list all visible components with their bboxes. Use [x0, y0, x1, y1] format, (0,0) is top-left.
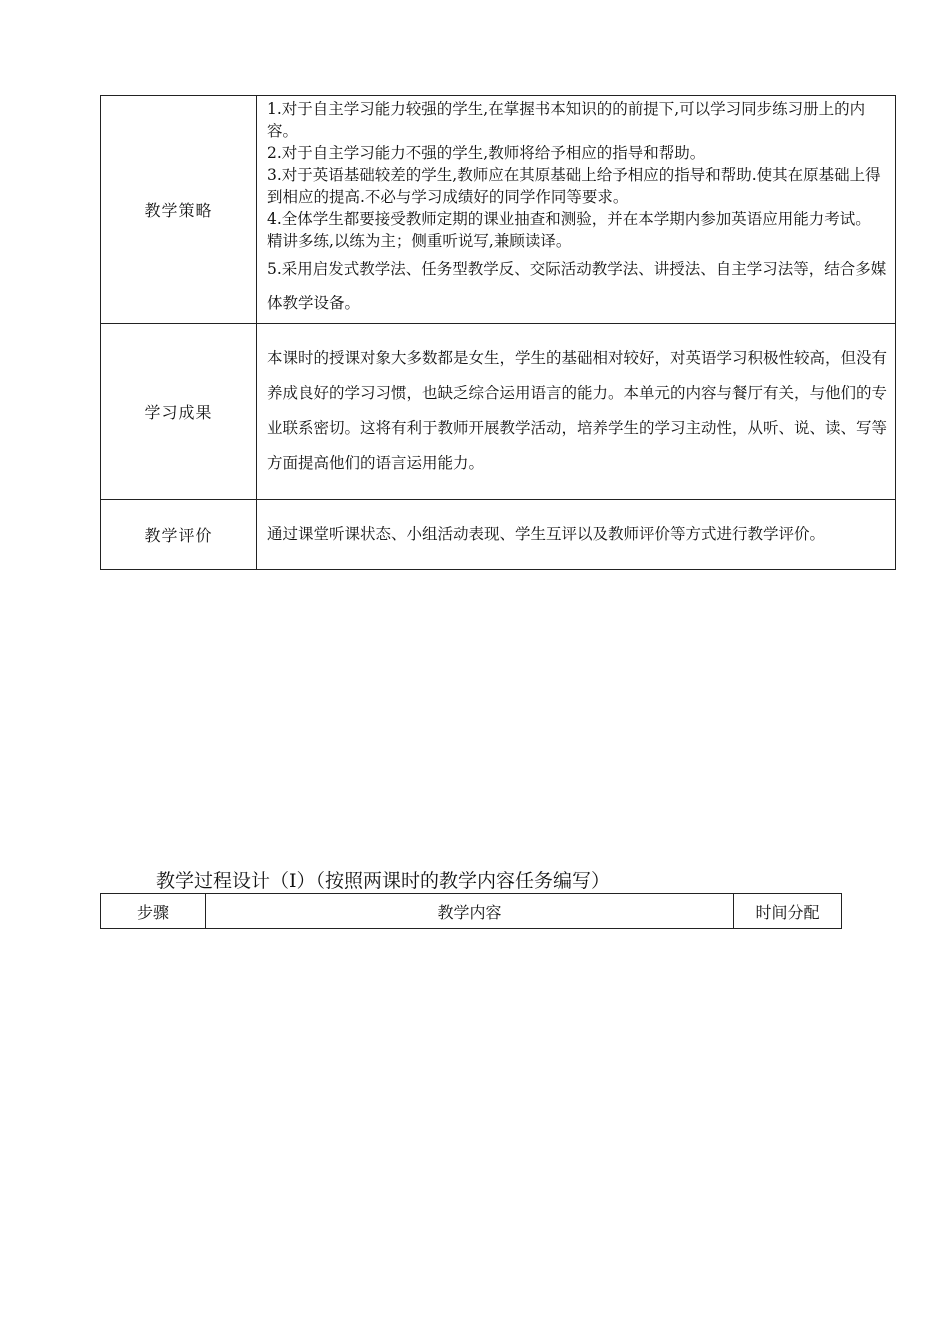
- strategy-item-1: 1.对于自主学习能力较强的学生,在掌握书本知识的的前提下,可以学习同步练习册上的内容。: [267, 100, 866, 140]
- table-row-evaluation: [101, 500, 896, 570]
- row-label-evaluation: 教学评价: [101, 500, 257, 570]
- strategy-item-5: 5.采用启发式教学法、任务型教学反、交际活动教学法、讲授法、自主学习法等，结合多媒体教学设备。: [267, 260, 887, 312]
- strategy-item-2: 2.对于自主学习能力不强的学生,教师将给予相应的指导和帮助。: [267, 144, 706, 162]
- outcomes-text: 本课时的授课对象大多数都是女生，学生的基础相对较好，对英语学习积极性较高，但没有养成良好的学习习惯，也缺乏综合运用语言的能力。本单元的内容与餐厅有关，与他们的专业联系密切。这将有利于教师开展教学活动，培养学生的学习主动性，从听、说、读、写等方面提高他们的语言运用能力。: [267, 349, 888, 472]
- header-time: 时间分配: [734, 894, 842, 929]
- strategy-content: [257, 96, 896, 324]
- teaching-plan-table: [100, 95, 896, 570]
- table-row-strategy: [101, 96, 896, 324]
- outcomes-content: [257, 324, 896, 500]
- evaluation-text: 通过课堂听课状态、小组活动表现、学生互评以及教师评价等方式进行教学评价。: [267, 524, 826, 543]
- row-label-strategy: 教学策略: [101, 96, 257, 324]
- strategy-item-3: 3.对于英语基础较差的学生,教师应在其原基础上给予相应的指导和帮助.使其在原基础上得到相应的提高.不必与学习成绩好的同学作同等要求。: [267, 166, 881, 206]
- header-content: 教学内容: [206, 894, 734, 929]
- process-design-title: 教学过程设计（I）（按照两课时的教学内容任务编写）: [156, 870, 611, 892]
- process-design-table: [100, 893, 842, 929]
- evaluation-content: [257, 500, 896, 570]
- strategy-item-4: 4.全体学生都要接受教师定期的课业抽查和测验，并在本学期内参加英语应用能力考试。 精讲多练,以练为主；侧重听说写,兼顾读译。: [267, 210, 871, 250]
- table-header-row: [101, 894, 842, 929]
- table-row-outcomes: [101, 324, 896, 500]
- header-step: 步骤: [101, 894, 206, 929]
- row-label-outcomes: 学习成果: [101, 324, 257, 500]
